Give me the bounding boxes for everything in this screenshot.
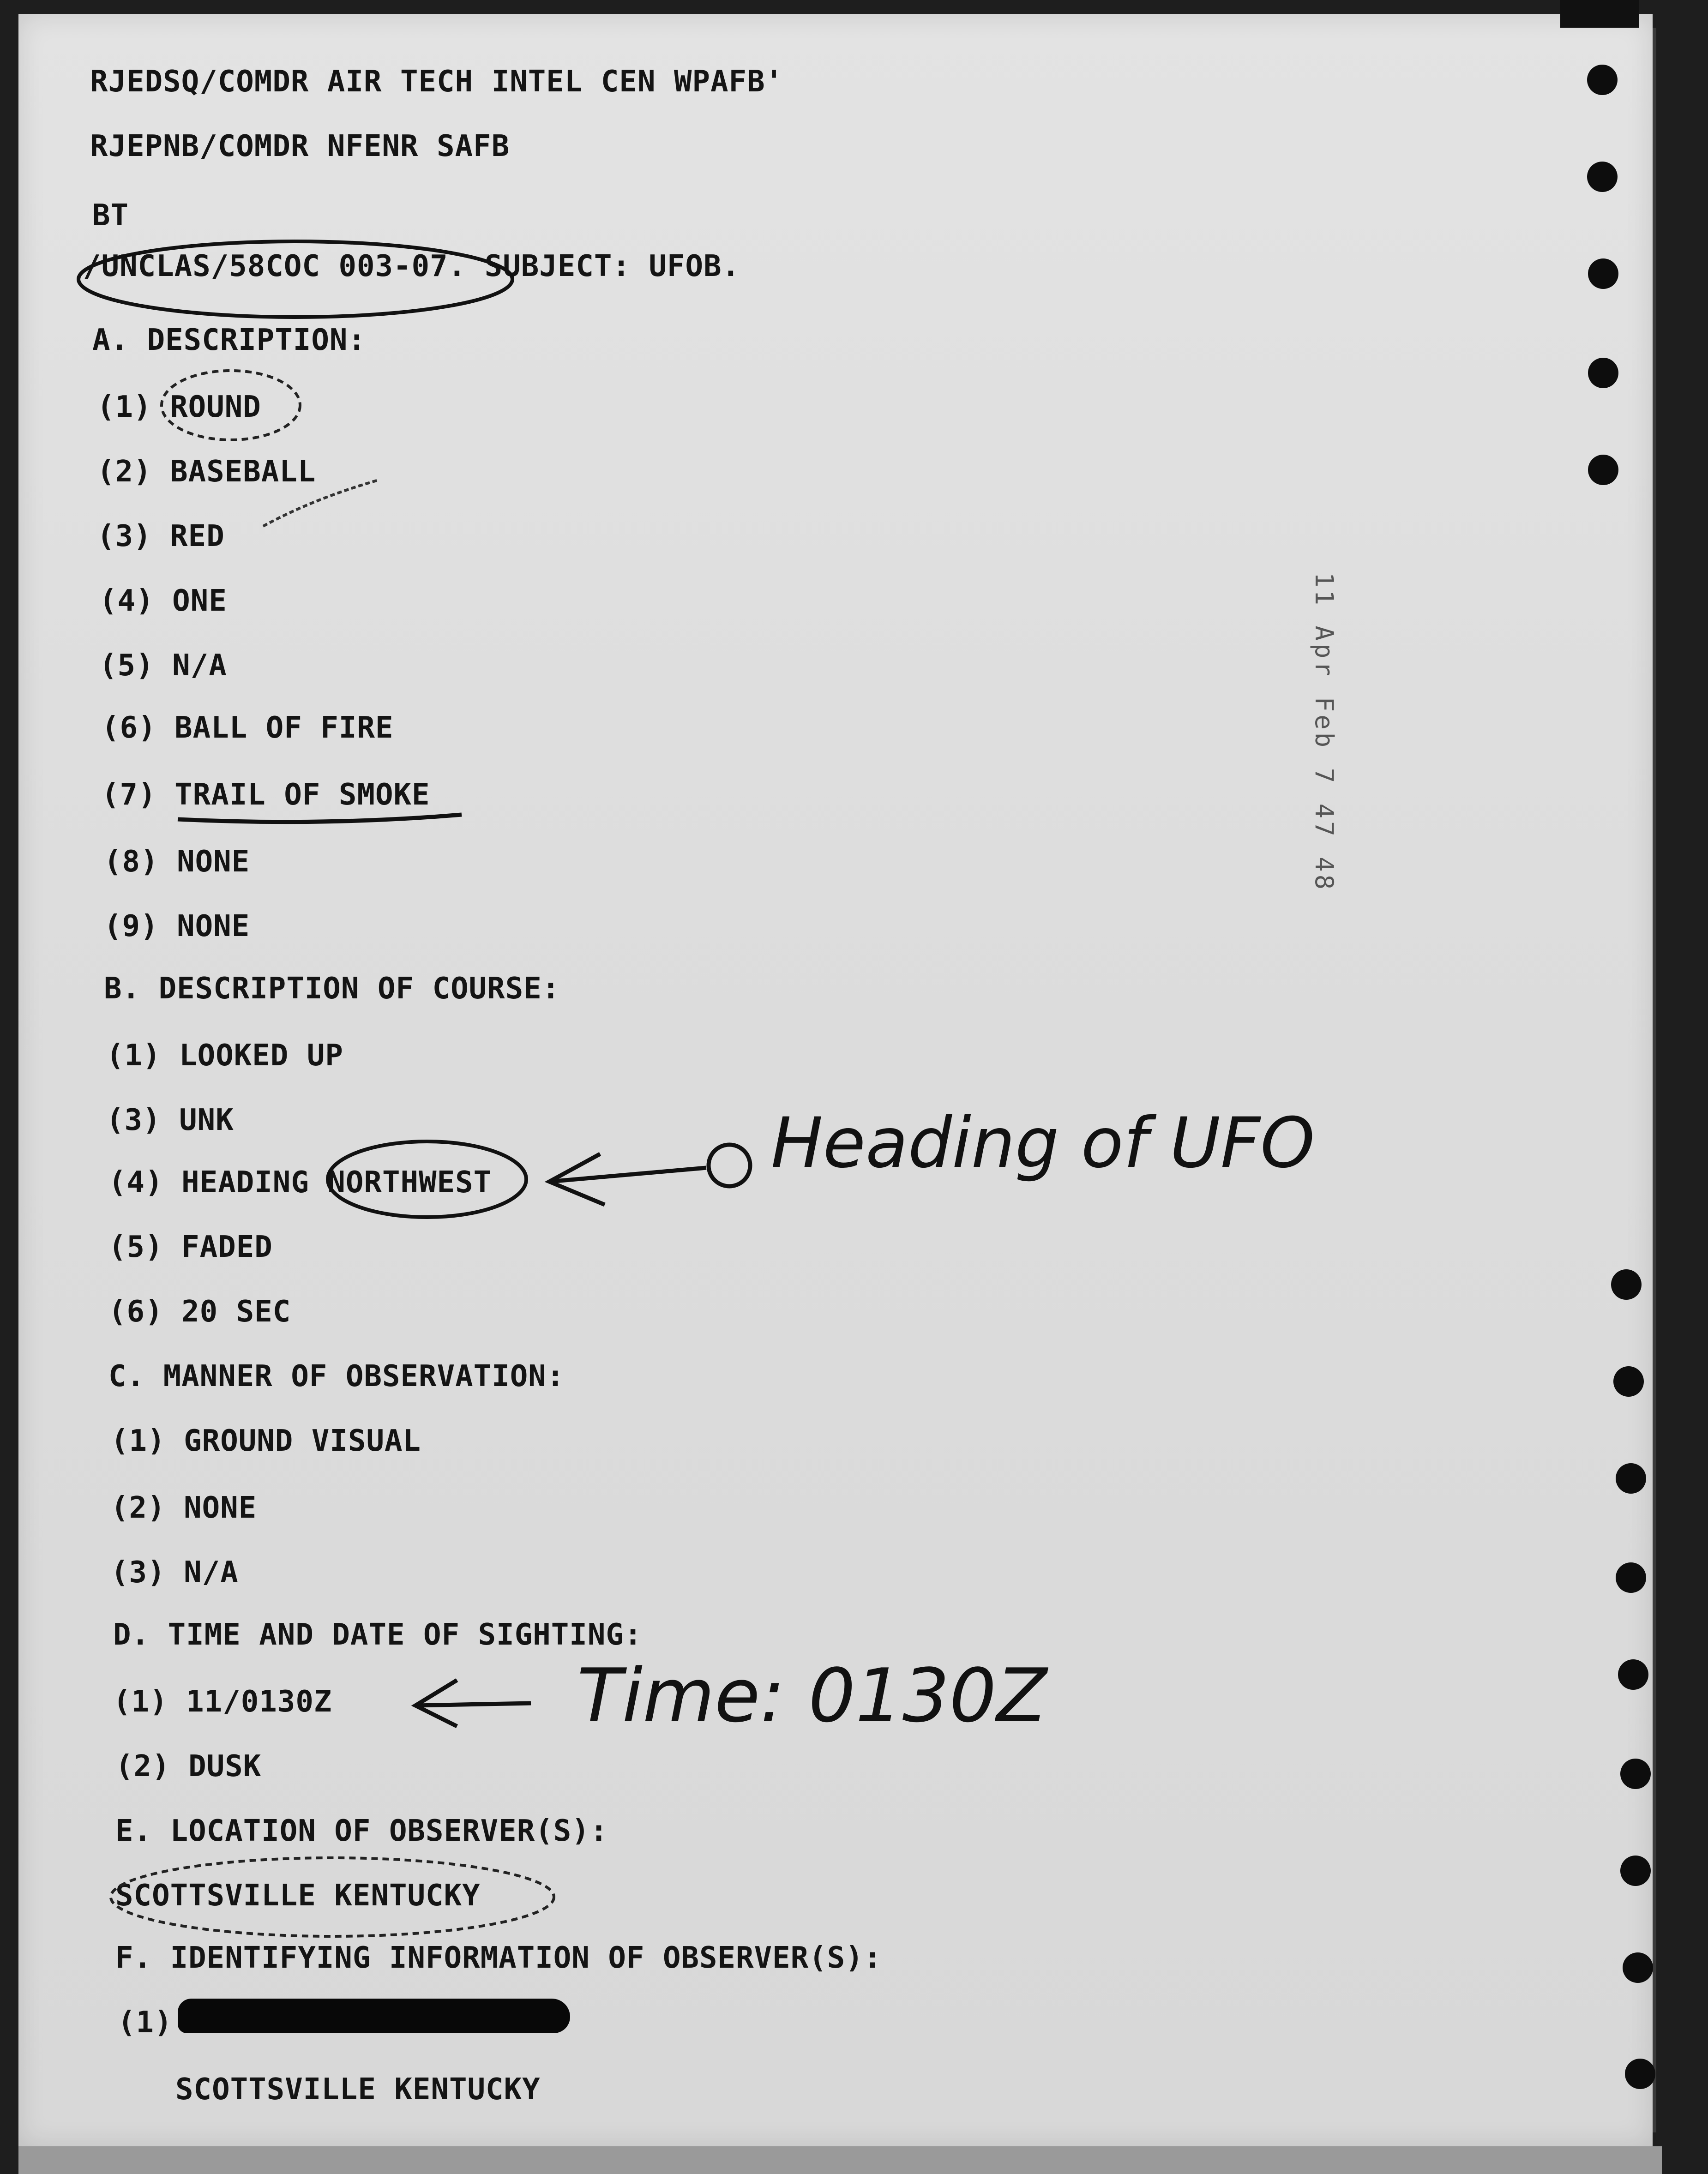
section-b-title: B. DESCRIPTION OF COURSE:	[104, 972, 560, 1006]
item-b1: (1) LOOKED UP	[106, 1039, 343, 1073]
item-a6: (6) BALL OF FIRE	[102, 711, 394, 745]
item-a9: (9) NONE	[104, 909, 250, 943]
item-d1: (1) 11/0130Z	[113, 1685, 332, 1719]
item-b5: (5) FADED	[108, 1230, 273, 1264]
item-b4: (4) HEADING NORTHWEST	[108, 1165, 492, 1200]
item-c1: (1) GROUND VISUAL	[111, 1424, 421, 1458]
feed-hole-icon	[1623, 1952, 1653, 1983]
routing-line-2: RJEPNB/COMDR NFENR SAFB	[90, 129, 510, 163]
section-e-title: E. LOCATION OF OBSERVER(S):	[115, 1814, 608, 1848]
item-b6: (6) 20 SEC	[108, 1295, 291, 1329]
feed-hole-icon	[1616, 1562, 1646, 1593]
feed-hole-icon	[1587, 162, 1618, 192]
feed-hole-icon	[1588, 258, 1618, 289]
observer-location: SCOTTSVILLE KENTUCKY	[115, 1879, 481, 1913]
section-a-title: A. DESCRIPTION:	[92, 323, 366, 357]
section-f-title: F. IDENTIFYING INFORMATION OF OBSERVER(S):	[115, 1941, 882, 1975]
perforation-edge	[1653, 28, 1656, 2132]
item-a4: (4) ONE	[99, 584, 227, 618]
bt-marker: BT	[92, 198, 129, 233]
item-d2: (2) DUSK	[115, 1749, 262, 1784]
item-a2: (2) BASEBALL	[97, 455, 316, 489]
item-a5: (5) N/A	[99, 649, 227, 683]
feed-hole-icon	[1588, 358, 1618, 388]
item-a8: (8) NONE	[104, 845, 250, 879]
item-a1: (1) ROUND	[97, 390, 261, 424]
item-c2: (2) NONE	[111, 1491, 257, 1525]
feed-hole-icon	[1618, 1659, 1648, 1690]
item-c3: (3) N/A	[111, 1555, 239, 1590]
observer-city: SCOTTSVILLE KENTUCKY	[175, 2072, 541, 2107]
feed-hole-icon	[1616, 1463, 1646, 1494]
redaction-bar	[178, 1999, 570, 2033]
item-b3: (3) UNK	[106, 1103, 234, 1137]
section-c-title: C. MANNER OF OBSERVATION:	[108, 1359, 565, 1393]
item-a7: (7) TRAIL OF SMOKE	[102, 778, 430, 812]
top-corner-mark	[1560, 0, 1639, 28]
time-annotation: Time: 0130Z	[577, 1652, 1047, 1739]
routing-line-1: RJEDSQ/COMDR AIR TECH INTEL CEN WPAFB'	[90, 65, 784, 99]
heading-annotation: Heading of UFO	[771, 1103, 1315, 1183]
feed-hole-icon	[1613, 1366, 1644, 1397]
received-stamp: 11 Apr Feb 7 47 48	[1310, 572, 1339, 893]
feed-hole-icon	[1587, 65, 1618, 95]
feed-hole-icon	[1611, 1269, 1642, 1300]
item-f1: (1)	[118, 2006, 173, 2040]
feed-hole-icon	[1620, 1759, 1651, 1789]
feed-hole-icon	[1588, 455, 1618, 485]
subject-line: /UNCLAS/58COC 003-07. SUBJECT: UFOB.	[83, 249, 740, 283]
page-bottom-edge	[18, 2146, 1662, 2174]
feed-hole-icon	[1625, 2059, 1655, 2089]
feed-hole-icon	[1620, 1856, 1651, 1886]
section-d-title: D. TIME AND DATE OF SIGHTING:	[113, 1618, 643, 1652]
item-a3: (3) RED	[97, 519, 225, 553]
